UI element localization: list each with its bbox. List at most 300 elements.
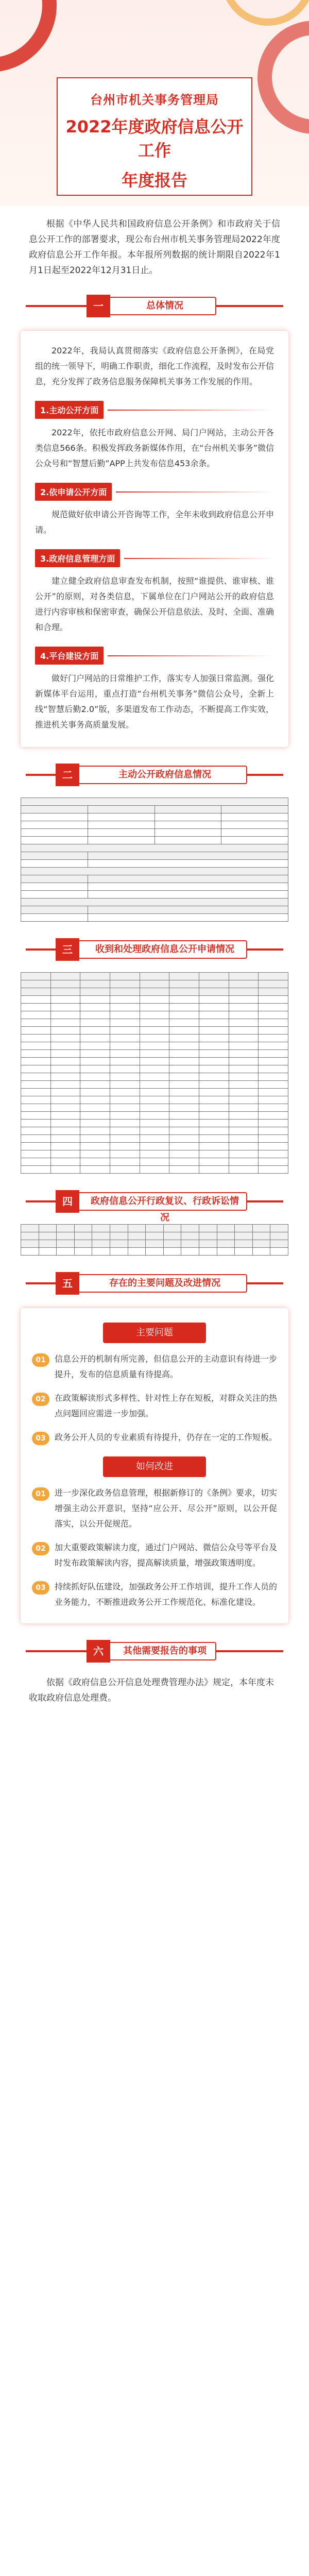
table-cell [74, 1232, 92, 1240]
table-cell [110, 1150, 140, 1158]
table-cell [270, 1240, 288, 1248]
table-cell [21, 1011, 51, 1019]
table-cell [92, 1232, 110, 1240]
table-row [21, 1027, 288, 1035]
table-cell [21, 1073, 51, 1081]
table-cell [21, 1158, 51, 1166]
table-cell [50, 1042, 80, 1050]
table-cell [80, 1135, 110, 1143]
table-cell [110, 1019, 140, 1027]
table-cell [169, 1158, 199, 1166]
table-row [21, 1232, 288, 1240]
table-cell [140, 1065, 169, 1073]
table-cell [252, 1248, 270, 1256]
table-cell [259, 988, 288, 996]
table-cell [140, 1127, 169, 1135]
table-cell [21, 1143, 51, 1150]
table-cell [229, 1112, 259, 1120]
table-cell [110, 1143, 140, 1150]
other-matters-text: 依据《政府信息公开信息处理费管理办法》规定，本年度未收取政府信息处理费。 [29, 1677, 274, 1703]
table-cell [259, 1127, 288, 1135]
problem-text: 信息公开的机制有所完善，但信息公开的主动意识有待进一步提升，发布的信息质量有待提高。 [55, 1354, 278, 1379]
table-cell [140, 1004, 169, 1011]
table-cell [21, 1058, 51, 1065]
table-row [21, 1120, 288, 1127]
table-cell [50, 1089, 80, 1096]
table-cell [140, 1135, 169, 1143]
table-cell [21, 837, 88, 844]
table-cell [110, 1225, 128, 1232]
table-cell [140, 973, 169, 980]
table-cell [259, 1004, 288, 1011]
table-cell [50, 1143, 80, 1150]
table-cell [229, 1042, 259, 1050]
section-number: 一 [87, 295, 110, 317]
table-cell [57, 1248, 75, 1256]
table-cell [21, 1240, 39, 1248]
table-cell [39, 1232, 57, 1240]
table-row [21, 1019, 288, 1027]
table-cell [169, 1135, 199, 1143]
table-cell [169, 1127, 199, 1135]
table-cell [110, 1127, 140, 1135]
table-cell [199, 1158, 229, 1166]
table-cell [110, 1089, 140, 1096]
table-cell [21, 1104, 51, 1112]
overview-item [35, 647, 274, 733]
table-cell [80, 980, 110, 988]
table-cell [140, 1089, 169, 1096]
improve-item: 01 进一步深化政务信息管理，根据新修订的《条例》要求，切实增强主动公开意识，坚持“应公开、尽公开”原则，以公开促落实，以公开促规范。 [32, 1485, 277, 1532]
table-cell [169, 1058, 199, 1065]
table-cell [110, 1058, 140, 1065]
table-row [21, 1143, 288, 1150]
table-cell [217, 1225, 235, 1232]
table-cell [199, 1058, 229, 1065]
table-cell [169, 988, 199, 996]
table-cell [110, 1042, 140, 1050]
table-cell [252, 1232, 270, 1240]
section-title: 总体情况 [146, 300, 183, 311]
table-cell [146, 1232, 164, 1240]
section-tag [62, 1274, 247, 1293]
table-cell [80, 1150, 110, 1158]
table-row [21, 1127, 288, 1135]
table-cell [140, 1166, 169, 1174]
table-cell [270, 1232, 288, 1240]
table-cell [259, 1135, 288, 1143]
table-cell [229, 1089, 259, 1096]
table-cell [21, 1150, 51, 1158]
table-cell [80, 1120, 110, 1127]
table-cell [80, 1166, 110, 1174]
table-cell [21, 1050, 51, 1058]
table-cell [199, 1120, 229, 1127]
table-cell [80, 1058, 110, 1065]
table-cell [110, 988, 140, 996]
table-cell [229, 988, 259, 996]
report-title: 2022年度政府信息公开工作 [65, 117, 244, 160]
table-cell [80, 1112, 110, 1120]
table-cell [110, 1027, 140, 1035]
table-cell [110, 1004, 140, 1011]
report-subtitle: 年度报告 [121, 171, 187, 190]
section-6-header [26, 1639, 283, 1664]
table-cell [169, 1150, 199, 1158]
table-cell [199, 1096, 229, 1104]
table-cell [229, 1073, 259, 1081]
item-badge: 1.主动公开方面 [35, 401, 104, 419]
table-cell [199, 1225, 217, 1232]
table-cell [140, 1058, 169, 1065]
section-title: 主动公开政府信息情况 [118, 769, 211, 780]
table-cell [21, 1027, 51, 1035]
report-header [0, 0, 309, 206]
table-cell [169, 1166, 199, 1174]
table-cell [21, 1120, 51, 1127]
table-cell [169, 1112, 199, 1120]
table-row [21, 1248, 288, 1256]
table-cell [229, 1096, 259, 1104]
section-tag [93, 297, 216, 315]
table-cell [80, 1019, 110, 1027]
table-cell [199, 1248, 217, 1256]
section-tag [93, 1642, 216, 1660]
table-cell [140, 1143, 169, 1150]
table-cell [50, 1073, 80, 1081]
disclosure-table [21, 798, 288, 922]
table-cell [92, 1225, 110, 1232]
table-cell [21, 860, 88, 868]
table-cell [21, 1232, 39, 1240]
application-table [21, 972, 288, 1174]
table-cell [169, 1004, 199, 1011]
table-cell [259, 1019, 288, 1027]
table-cell [21, 973, 51, 980]
title-box [57, 77, 252, 196]
table-cell [110, 1135, 140, 1143]
table-cell [110, 1104, 140, 1112]
table-cell [199, 988, 229, 996]
table-cell [229, 1011, 259, 1019]
table-cell [110, 1050, 140, 1058]
table-cell [57, 1232, 75, 1240]
table-cell [80, 973, 110, 980]
table-row [21, 1104, 288, 1112]
table-cell [110, 1240, 128, 1248]
table-cell [169, 996, 199, 1004]
table-cell [140, 1104, 169, 1112]
improve-item: 02 加大重要政策解读力度，通过门户网站、微信公众号等平台及时发布政策解读内容，提高解读质量，增强政策透明度。 [32, 1540, 277, 1571]
table-cell [169, 1065, 199, 1073]
problems-label: 主要问题 [103, 1323, 206, 1343]
table-cell [50, 1166, 80, 1174]
improve-item: 03 持续抓好队伍建设，加强政务公开工作培训，提升工作人员的业务能力，不断推进政务公开工作规范化、标准化建设。 [32, 1579, 277, 1610]
table-cell [21, 814, 88, 821]
table-cell [229, 996, 259, 1004]
table-cell [92, 1240, 110, 1248]
table-cell [50, 1127, 80, 1135]
table-cell [169, 1081, 199, 1089]
table-cell [229, 1166, 259, 1174]
table-cell [229, 980, 259, 988]
item-badge: 2.依申请公开方面 [35, 483, 112, 501]
table-cell [140, 1158, 169, 1166]
item-badge: 3.政府信息管理方面 [35, 549, 120, 567]
table-cell [199, 1089, 229, 1096]
table-cell [50, 1011, 80, 1019]
table-row [21, 1004, 288, 1011]
table-cell [21, 1166, 51, 1174]
table-cell [229, 1127, 259, 1135]
table-cell [259, 1027, 288, 1035]
table-cell [110, 1232, 128, 1240]
table-cell [169, 1042, 199, 1050]
section-5-header [26, 1271, 283, 1296]
table-row [21, 1081, 288, 1089]
table-cell [110, 1035, 140, 1042]
table-cell [57, 1225, 75, 1232]
table-cell [80, 1035, 110, 1042]
section-2-header [26, 762, 283, 787]
item-text: 规范做好依申请公开咨询等工作，全年未收到政府信息公开申请。 [35, 510, 274, 535]
table-cell [74, 1248, 92, 1256]
table-cell [21, 829, 88, 837]
table-cell [80, 1050, 110, 1058]
table-cell [181, 1240, 199, 1248]
table-row [21, 1135, 288, 1143]
table-cell [140, 1027, 169, 1035]
table-cell [235, 1225, 253, 1232]
table-cell [217, 1248, 235, 1256]
table-cell [110, 1081, 140, 1089]
table-cell [199, 1050, 229, 1058]
section-4-header [26, 1189, 283, 1223]
table-cell [50, 1135, 80, 1143]
table-cell [128, 1225, 146, 1232]
table-cell [259, 1050, 288, 1058]
overview-item [35, 401, 274, 471]
table-cell [21, 914, 88, 922]
table-cell [21, 883, 88, 891]
table-cell [128, 1248, 146, 1256]
table-cell [140, 1120, 169, 1127]
table-cell [110, 1011, 140, 1019]
table-cell [140, 1081, 169, 1089]
table-row [21, 996, 288, 1004]
table-row [21, 1011, 288, 1019]
table-cell [21, 980, 51, 988]
review-table [21, 1224, 288, 1256]
table-cell [169, 1027, 199, 1035]
table-cell [140, 996, 169, 1004]
problem-text: 在政策解读形式多样性、针对性上存在短板，对群众关注的热点问题回应需进一步加强。 [55, 1393, 278, 1418]
section-number: 六 [87, 1640, 110, 1663]
table-cell [229, 1004, 259, 1011]
improve-text: 加大重要政策解读力度，通过门户网站、微信公众号等平台及时发布政策解读内容，提高解读质量，增强政策透明度。 [55, 1543, 278, 1568]
table-cell [252, 1240, 270, 1248]
table-cell [169, 1011, 199, 1019]
table-cell [199, 1004, 229, 1011]
table-cell [140, 1096, 169, 1104]
table-cell [199, 1127, 229, 1135]
table-cell [80, 1081, 110, 1089]
overview-panel [21, 331, 288, 747]
table-cell [163, 1240, 181, 1248]
table-cell [21, 1089, 51, 1096]
table-cell [110, 1166, 140, 1174]
table-cell [21, 1042, 51, 1050]
table-cell [50, 1150, 80, 1158]
table-cell [229, 1081, 259, 1089]
table-cell [50, 1050, 80, 1058]
table-cell [235, 1240, 253, 1248]
table-cell [50, 1158, 80, 1166]
table-cell [199, 1166, 229, 1174]
table-cell [235, 1232, 253, 1240]
table-cell [259, 973, 288, 980]
table-cell [21, 996, 51, 1004]
table-cell [50, 988, 80, 996]
overview-item [35, 549, 274, 635]
table-cell [110, 1073, 140, 1081]
improve-label: 如何改进 [103, 1456, 206, 1477]
problem-text: 政务公开人员的专业素质有待提升，仍存在一定的工作短板。 [55, 1432, 278, 1442]
table-cell [50, 1004, 80, 1011]
table-row [21, 1058, 288, 1065]
table-cell [169, 1035, 199, 1042]
table-cell [110, 1248, 128, 1256]
table-cell [57, 1240, 75, 1248]
table-cell [229, 1135, 259, 1143]
table-cell [199, 1104, 229, 1112]
table-cell [199, 980, 229, 988]
table-cell [259, 1035, 288, 1042]
table-cell [80, 1027, 110, 1035]
table-cell [21, 1225, 39, 1232]
table-cell [229, 973, 259, 980]
table-cell [229, 1035, 259, 1042]
table-cell [259, 1120, 288, 1127]
table-cell [199, 1065, 229, 1073]
section-title: 存在的主要问题及改进情况 [109, 1278, 220, 1289]
table-cell [259, 1096, 288, 1104]
problem-item: 01 信息公开的机制有所完善，但信息公开的主动意识有待进一步提升，发布的信息质量有待提高。 [32, 1351, 277, 1382]
table-cell [259, 1058, 288, 1065]
table-cell [110, 1096, 140, 1104]
table-cell [50, 980, 80, 988]
table-cell [21, 1081, 51, 1089]
table-cell [140, 988, 169, 996]
table-cell [21, 821, 88, 829]
table-cell [229, 1019, 259, 1027]
table-cell [80, 988, 110, 996]
table-cell [21, 1004, 51, 1011]
table-cell [259, 996, 288, 1004]
improve-text: 持续抓好队伍建设，加强政务公开工作培训，提升工作人员的业务能力，不断推进政务公开工作规范化、标准化建设。 [55, 1582, 278, 1607]
table-cell [39, 1240, 57, 1248]
item-badge: 4.平台建设方面 [35, 647, 104, 665]
table-cell [199, 1011, 229, 1019]
table-row [21, 1089, 288, 1096]
intro-paragraph: 根据《中华人民共和国政府信息公开条例》和市政府关于信息公开工作的部署要求，现公布台州市机关事务管理局2022年度政府信息公开工作年报。本年报所列数据的统计期限自2022年1月1日起至2022年12月31日止。 [29, 219, 280, 276]
table-cell [80, 1065, 110, 1073]
table-cell [128, 1232, 146, 1240]
problems-panel [21, 1308, 288, 1623]
table-cell [229, 1104, 259, 1112]
table-cell [50, 1027, 80, 1035]
table-cell [259, 1143, 288, 1150]
table-cell [50, 1035, 80, 1042]
table-cell [252, 1225, 270, 1232]
section-number: 五 [56, 1272, 79, 1295]
table-cell [229, 1158, 259, 1166]
table-cell [199, 1232, 217, 1240]
table-cell [110, 1065, 140, 1073]
table-cell [199, 1035, 229, 1042]
table-cell [199, 1112, 229, 1120]
table-cell [21, 1127, 51, 1135]
table-row [21, 988, 288, 996]
table-cell [169, 973, 199, 980]
table-cell [110, 1120, 140, 1127]
table-cell [181, 1225, 199, 1232]
org-name: 台州市机关事务管理局 [90, 93, 219, 107]
table-cell [229, 1065, 259, 1073]
table-cell [21, 1019, 51, 1027]
table-cell [140, 1050, 169, 1058]
improve-text: 进一步深化政务信息管理，根据新修订的《条例》要求，切实增强主动公开意识，坚持“应公开、尽公开”原则，以公开促落实，以公开促规范。 [55, 1488, 278, 1529]
table-cell [199, 973, 229, 980]
table-cell [169, 1050, 199, 1058]
table-cell [229, 1027, 259, 1035]
table-cell [146, 1248, 164, 1256]
table-cell [259, 1158, 288, 1166]
table-cell [229, 1058, 259, 1065]
table-cell [229, 1120, 259, 1127]
table-cell [259, 1042, 288, 1050]
problem-item: 03 政务公开人员的专业素质有待提升，仍存在一定的工作短板。 [32, 1430, 277, 1445]
table-cell [199, 1240, 217, 1248]
table-cell [50, 1104, 80, 1112]
table-row [21, 1050, 288, 1058]
table-cell [199, 1073, 229, 1081]
table-cell [74, 1240, 92, 1248]
table-cell [199, 1150, 229, 1158]
table-cell [259, 1089, 288, 1096]
table-row [21, 1035, 288, 1042]
table-cell [199, 1027, 229, 1035]
table-cell [199, 1019, 229, 1027]
item-text: 2022年，依托市政府信息公开网、局门户网站，主动公开各类信息566条。积极发挥政务新媒体作用，在“台州机关事务”微信公众号和“智慧后勤”APP上共发布信息453余条。 [35, 428, 274, 468]
table-cell [21, 1112, 51, 1120]
table-cell [80, 1089, 110, 1096]
table-cell [169, 980, 199, 988]
section-1-header [26, 294, 283, 318]
table-cell [110, 1158, 140, 1166]
table-cell [259, 1073, 288, 1081]
table-cell [229, 1050, 259, 1058]
table-cell [21, 1096, 51, 1104]
decor-swirl [221, 0, 309, 26]
table-cell [21, 988, 51, 996]
table-row [21, 1042, 288, 1050]
table-cell [140, 1150, 169, 1158]
table-cell [80, 1096, 110, 1104]
table-cell [110, 996, 140, 1004]
table-row [21, 1073, 288, 1081]
table-cell [270, 1248, 288, 1256]
